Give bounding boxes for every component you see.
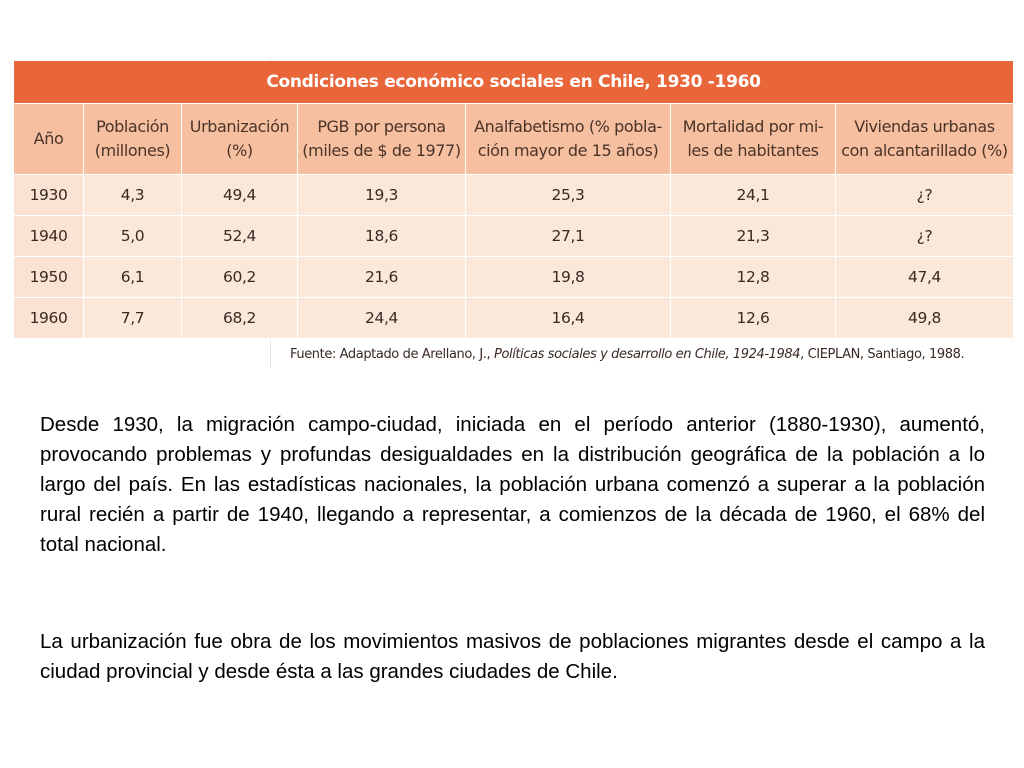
cell-year: 1950 [14, 257, 84, 298]
cell-illiteracy: 16,4 [466, 298, 671, 339]
paragraph-migration: Desde 1930, la migración campo-ciudad, iniciada en el período anterior (1880-1930), aumentó, provocando problemas y profundas desigualdades en la distribución geográfica de la población a lo largo del país. En las estadísticas nacionales, la población urbana comenzó a superar a la población rural recién a partir de 1940, llegando a representar, a comienzos de la década de 1960, el 68% del total nacional. [40, 413, 985, 556]
header-line: les de habitantes [687, 141, 819, 160]
header-line: (%) [226, 141, 253, 160]
cell-urbanization: 49,4 [182, 175, 298, 216]
cell-gdp-per-capita: 24,4 [298, 298, 466, 339]
cell-mortality: 12,8 [671, 257, 836, 298]
table-title: Condiciones económico sociales en Chile, 1930 -1960 [14, 61, 1014, 104]
cell-gdp-per-capita: 21,6 [298, 257, 466, 298]
table-row [14, 298, 1014, 339]
header-line: Mortalidad por mi- [682, 117, 824, 136]
cell-mortality: 12,6 [671, 298, 836, 339]
table-row [14, 175, 1014, 216]
cell-population: 5,0 [84, 216, 182, 257]
header-gdp-per-capita [298, 104, 466, 175]
header-sewer-housing [836, 104, 1014, 175]
cell-year: 1930 [14, 175, 84, 216]
cell-sewer-housing: ¿? [836, 216, 1014, 257]
cell-sewer-housing: 49,8 [836, 298, 1014, 339]
header-line: Viviendas urbanas [854, 117, 995, 136]
cell-illiteracy: 19,8 [466, 257, 671, 298]
cell-population: 6,1 [84, 257, 182, 298]
cell-urbanization: 60,2 [182, 257, 298, 298]
table-row [14, 216, 1014, 257]
table-row [14, 257, 1014, 298]
header-line: PGB por persona [317, 117, 446, 136]
header-line: (miles de $ de 1977) [302, 141, 461, 160]
header-line: con alcantarillado (%) [841, 141, 1008, 160]
header-year [14, 104, 84, 175]
header-line: (millones) [94, 141, 171, 160]
cell-urbanization: 68,2 [182, 298, 298, 339]
header-line: Población [96, 117, 169, 136]
cell-gdp-per-capita: 18,6 [298, 216, 466, 257]
cell-illiteracy: 27,1 [466, 216, 671, 257]
cell-sewer-housing: ¿? [836, 175, 1014, 216]
cell-gdp-per-capita: 19,3 [298, 175, 466, 216]
cell-mortality: 21,3 [671, 216, 836, 257]
cell-year: 1960 [14, 298, 84, 339]
cell-year: 1940 [14, 216, 84, 257]
source-title: Políticas sociales y desarrollo en Chile, 1924-1984 [494, 347, 801, 362]
table-header-row [14, 104, 1014, 175]
cell-population: 4,3 [84, 175, 182, 216]
header-population [84, 104, 182, 175]
header-line: ción mayor de 15 años) [477, 141, 659, 160]
header-line: Urbanización [189, 117, 290, 136]
cell-population: 7,7 [84, 298, 182, 339]
header-illiteracy [466, 104, 671, 175]
header-line: Analfabetismo (% pobla- [474, 117, 662, 136]
table-source-note [290, 347, 964, 362]
paragraph-urbanization: La urbanización fue obra de los movimientos masivos de poblaciones migrantes desde el campo a la ciudad provincial y desde ésta a las grandes ciudades de Chile. [40, 630, 985, 683]
cell-illiteracy: 25,3 [466, 175, 671, 216]
stats-table [13, 60, 1014, 339]
cell-urbanization: 52,4 [182, 216, 298, 257]
cell-mortality: 24,1 [671, 175, 836, 216]
cell-sewer-housing: 47,4 [836, 257, 1014, 298]
header-line: Año [33, 129, 64, 148]
header-urbanization [182, 104, 298, 175]
source-prefix: Fuente: Adaptado de Arellano, J., [290, 347, 494, 362]
source-suffix: , CIEPLAN, Santiago, 1988. [800, 347, 965, 362]
header-mortality [671, 104, 836, 175]
stats-table-image [13, 60, 1013, 339]
table-body [14, 175, 1014, 339]
